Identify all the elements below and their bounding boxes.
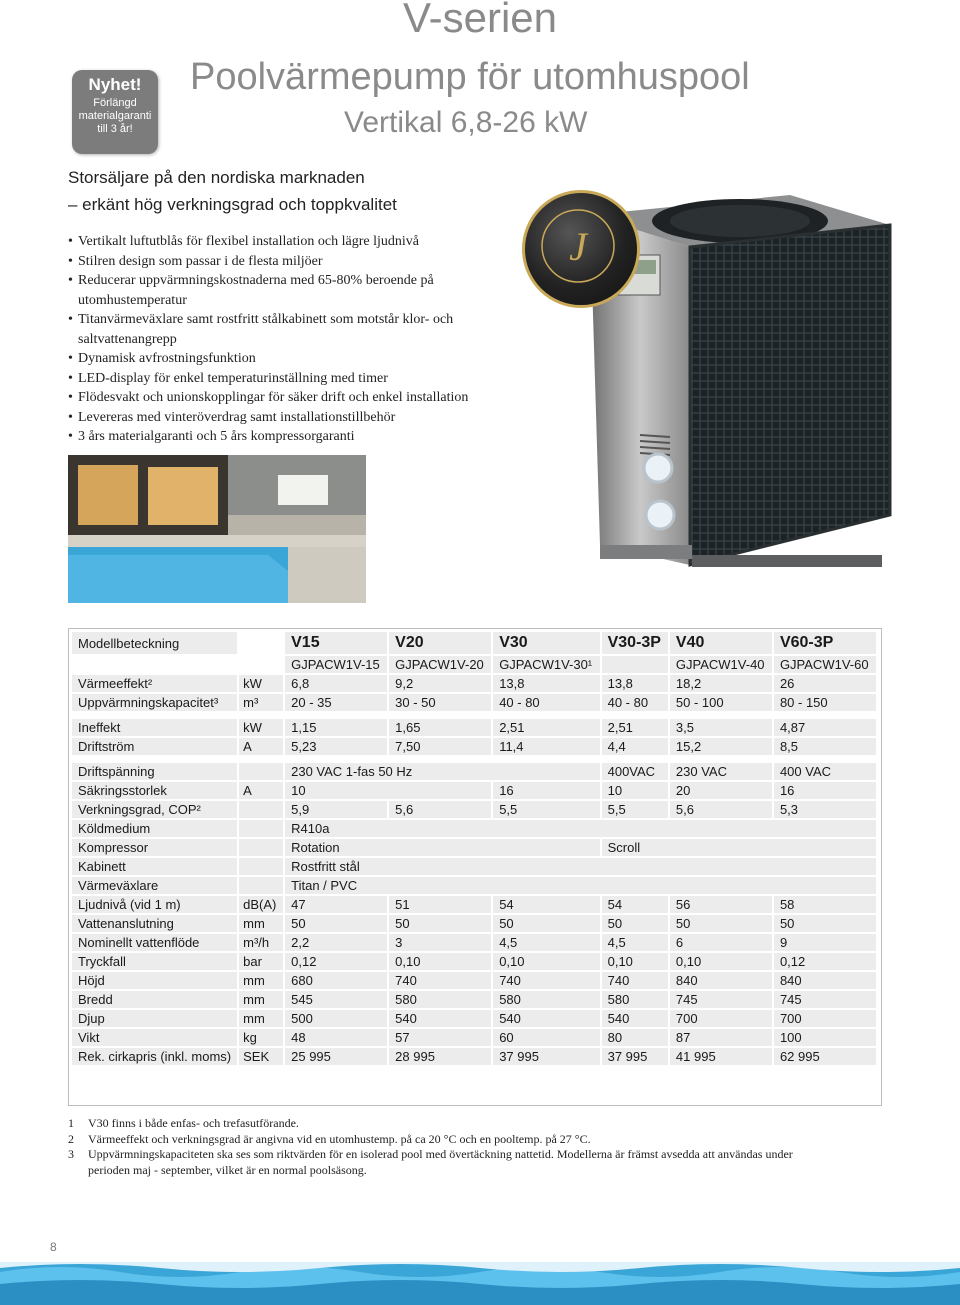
series-title: V-serien (402, 0, 558, 41)
model-name: V15 (284, 631, 388, 655)
row-label: Tryckfall (71, 952, 238, 971)
table-cell: 37 995 (601, 1047, 669, 1066)
table-row (71, 1047, 877, 1066)
table-row (71, 857, 877, 876)
table-cell: 3 (388, 933, 492, 952)
table-cell: 5,23 (284, 737, 388, 756)
table-cell: 5,3 (773, 800, 877, 819)
table-cell: 40 - 80 (601, 693, 669, 712)
feature-item: • Stilren design som passar i de flesta miljöer (68, 252, 538, 272)
table-cell: 20 - 35 (284, 693, 388, 712)
table-cell: 48 (284, 1028, 388, 1047)
table-cell: 5,6 (388, 800, 492, 819)
table-cell: 10 (601, 781, 669, 800)
table-cell (238, 655, 284, 674)
table-cell: 15,2 (669, 737, 773, 756)
table-cell: 230 VAC (669, 762, 773, 781)
table-cell: 9 (773, 933, 877, 952)
row-unit: kW (238, 674, 284, 693)
row-label: Ineffekt (71, 718, 238, 737)
row-label: Driftspänning (71, 762, 238, 781)
news-badge-title: Nyhet! (88, 75, 142, 94)
table-cell: 80 - 150 (773, 693, 877, 712)
row-unit (238, 838, 284, 857)
table-cell: 11,4 (492, 737, 600, 756)
table-cell: 580 (492, 990, 600, 1009)
table-cell: 5,6 (669, 800, 773, 819)
row-unit: bar (238, 952, 284, 971)
table-row (71, 800, 877, 819)
table-cell: 5,5 (492, 800, 600, 819)
table-cell: 2,2 (284, 933, 388, 952)
table-cell: 230 VAC 1-fas 50 Hz (284, 762, 600, 781)
table-row (71, 631, 877, 655)
model-name: V60-3P (773, 631, 877, 655)
feature-item: • Dynamisk avfrostningsfunktion (68, 349, 538, 369)
row-unit: m³ (238, 693, 284, 712)
table-cell: 2,51 (492, 718, 600, 737)
table-cell: 62 995 (773, 1047, 877, 1066)
table-cell: 6,8 (284, 674, 388, 693)
model-name: V20 (388, 631, 492, 655)
table-cell: 400VAC (601, 762, 669, 781)
table-cell: 16 (773, 781, 877, 800)
row-unit: SEK (238, 1047, 284, 1066)
table-cell (71, 655, 238, 674)
row-unit: kW (238, 718, 284, 737)
table-cell: 13,8 (601, 674, 669, 693)
footnote (68, 1116, 828, 1132)
row-label: Kabinett (71, 857, 238, 876)
table-row (71, 819, 877, 838)
row-label: Driftström (71, 737, 238, 756)
table-cell: 58 (773, 895, 877, 914)
model-code: GJPACW1V-15 (284, 655, 388, 674)
row-label: Bredd (71, 990, 238, 1009)
table-cell: 47 (284, 895, 388, 914)
table-cell (238, 631, 284, 655)
table-cell: 840 (669, 971, 773, 990)
table-cell: 41 995 (669, 1047, 773, 1066)
row-unit: mm (238, 990, 284, 1009)
table-cell: 26 (773, 674, 877, 693)
table-row (71, 971, 877, 990)
page-title: Poolvärmepump för utomhuspool (190, 56, 750, 98)
feature-list (68, 232, 538, 447)
table-cell: 400 VAC (773, 762, 877, 781)
table-row (71, 737, 877, 756)
model-name: V30-3P (601, 631, 669, 655)
footnote-number: 3 (68, 1147, 74, 1161)
table-cell: 28 995 (388, 1047, 492, 1066)
row-unit: dB(A) (238, 895, 284, 914)
table-cell: 545 (284, 990, 388, 1009)
table-row (71, 762, 877, 781)
row-label: Djup (71, 1009, 238, 1028)
table-cell: 4,87 (773, 718, 877, 737)
table-cell: 500 (284, 1009, 388, 1028)
table-row (71, 990, 877, 1009)
row-unit (238, 876, 284, 895)
table-cell: 30 - 50 (388, 693, 492, 712)
feature-item: • LED-display för enkel temperaturinställning med timer (68, 369, 538, 389)
table-cell: 50 (492, 914, 600, 933)
table-cell: 50 - 100 (669, 693, 773, 712)
row-unit (238, 800, 284, 819)
model-code: GJPACW1V-20 (388, 655, 492, 674)
table-cell: 1,65 (388, 718, 492, 737)
row-label: Rek. cirkapris (inkl. moms) (71, 1047, 238, 1066)
table-cell: 540 (388, 1009, 492, 1028)
table-cell: 25 995 (284, 1047, 388, 1066)
page-number: 8 (50, 1240, 57, 1254)
model-code: GJPACW1V-40 (669, 655, 773, 674)
table-cell: 40 - 80 (492, 693, 600, 712)
table-cell: 0,10 (601, 952, 669, 971)
table-cell: 745 (669, 990, 773, 1009)
table-header-label: Modellbeteckning (71, 631, 238, 655)
table-cell: 540 (492, 1009, 600, 1028)
table-row (71, 1028, 877, 1047)
table-cell: 700 (669, 1009, 773, 1028)
table-cell: 5,9 (284, 800, 388, 819)
footnote-number: 2 (68, 1131, 74, 1146)
table-cell: 56 (669, 895, 773, 914)
table-cell: 80 (601, 1028, 669, 1047)
model-name: V40 (669, 631, 773, 655)
table-cell: 54 (601, 895, 669, 914)
table-row (71, 933, 877, 952)
table-row (71, 838, 877, 857)
table-cell: 5,5 (601, 800, 669, 819)
table-cell: 51 (388, 895, 492, 914)
table-row (71, 952, 877, 971)
table-cell: 16 (492, 781, 600, 800)
table-row (71, 781, 877, 800)
table-cell: 13,8 (492, 674, 600, 693)
table-cell: Titan / PVC (284, 876, 877, 895)
row-label: Säkringsstorlek (71, 781, 238, 800)
row-label: Vikt (71, 1028, 238, 1047)
footnote-number: 1 (68, 1116, 74, 1130)
table-row (71, 693, 877, 712)
table-row (71, 674, 877, 693)
table-cell: 50 (284, 914, 388, 933)
svg-text:J: J (569, 224, 587, 269)
table-cell: 740 (492, 971, 600, 990)
row-label: Nominellt vattenflöde (71, 933, 238, 952)
row-unit: m³/h (238, 933, 284, 952)
table-cell: 10 (284, 781, 492, 800)
table-cell: 1,15 (284, 718, 388, 737)
table-cell: 3,5 (669, 718, 773, 737)
table-cell: 4,5 (492, 933, 600, 952)
table-cell: 740 (388, 971, 492, 990)
pool-water-strip (0, 1262, 960, 1305)
table-cell: 4,4 (601, 737, 669, 756)
table-cell: 37 995 (492, 1047, 600, 1066)
row-unit: A (238, 737, 284, 756)
table-cell: Rostfritt stål (284, 857, 877, 876)
footnotes (68, 1116, 828, 1178)
news-badge-text: Förlängd materialgaranti till 3 år! (78, 97, 152, 135)
row-label: Höjd (71, 971, 238, 990)
footnote-text: Uppvärmningskapaciteten ska ses som riktvärden för en isolerad pool med övertäckning nattetid. Modellerna är främst avsedda att användas under perioden maj - september, vilket är en normal poolsäsong. (88, 1147, 793, 1177)
footnote-text: V30 finns i både enfas- och trefasutförande. (88, 1116, 299, 1130)
table-cell: 0,10 (388, 952, 492, 971)
tagline-line-2: – erkänt hög verkningsgrad och toppkvalitet (68, 195, 397, 214)
table-cell: 580 (388, 990, 492, 1009)
table-cell: 0,12 (773, 952, 877, 971)
table-cell: 8,5 (773, 737, 877, 756)
row-label: Uppvärmningskapacitet³ (71, 693, 238, 712)
table-cell: 745 (773, 990, 877, 1009)
table-cell: 54 (492, 895, 600, 914)
table-cell: 2,51 (601, 718, 669, 737)
table-cell: 4,5 (601, 933, 669, 952)
table-cell: 7,50 (388, 737, 492, 756)
row-unit: mm (238, 1009, 284, 1028)
table-cell: 740 (601, 971, 669, 990)
feature-item: • Titanvärmeväxlare samt rostfritt stålkabinett som motstår klor- och saltvattenangrepp (68, 310, 538, 349)
table-cell: 100 (773, 1028, 877, 1047)
feature-item: • Levereras med vinteröverdrag samt installationstillbehör (68, 408, 538, 428)
table-cell: 840 (773, 971, 877, 990)
row-label: Värmeeffekt² (71, 674, 238, 693)
table-cell: 0,10 (492, 952, 600, 971)
row-unit (238, 857, 284, 876)
table-cell: 0,12 (284, 952, 388, 971)
table-row (71, 655, 877, 674)
guarantee-seal-art (522, 190, 634, 302)
spec-table (70, 630, 878, 1067)
footnote (68, 1132, 828, 1148)
table-cell: 50 (669, 914, 773, 933)
row-unit: A (238, 781, 284, 800)
pool-photo (68, 455, 366, 603)
feature-item: • 3 års materialgaranti och 5 års kompressorgaranti (68, 427, 538, 447)
table-cell: 87 (669, 1028, 773, 1047)
table-row (71, 895, 877, 914)
footnote-text: Värmeeffekt och verkningsgrad är angivna vid en utomhustemp. på ca 20 °C och en pooltemp. på 27 °C. (88, 1131, 591, 1146)
feature-item: • Vertikalt luftutblås för flexibel installation och lägre ljudnivå (68, 232, 538, 252)
row-label: Vattenanslutning (71, 914, 238, 933)
model-code: GJPACW1V-60 (773, 655, 877, 674)
row-unit (238, 762, 284, 781)
table-cell: 9,2 (388, 674, 492, 693)
model-code: GJPACW1V-30¹ (492, 655, 600, 674)
table-cell: 20 (669, 781, 773, 800)
table-cell: 0,10 (669, 952, 773, 971)
table-row (71, 1009, 877, 1028)
table-cell: 18,2 (669, 674, 773, 693)
table-cell: Scroll (601, 838, 877, 857)
row-unit: mm (238, 914, 284, 933)
model-code (601, 655, 669, 674)
table-cell: 50 (388, 914, 492, 933)
model-name: V30 (492, 631, 600, 655)
table-cell: 540 (601, 1009, 669, 1028)
table-cell: 700 (773, 1009, 877, 1028)
table-cell: R410a (284, 819, 877, 838)
table-row (71, 914, 877, 933)
table-cell: Rotation (284, 838, 600, 857)
row-label: Värmeväxlare (71, 876, 238, 895)
table-cell: 50 (601, 914, 669, 933)
news-badge (72, 70, 158, 154)
row-label: Verkningsgrad, COP² (71, 800, 238, 819)
table-cell: 60 (492, 1028, 600, 1047)
feature-item: • Flödesvakt och unionskopplingar för säker drift och enkel installation (68, 388, 538, 408)
row-label: Ljudnivå (vid 1 m) (71, 895, 238, 914)
table-cell: 57 (388, 1028, 492, 1047)
table-cell: 50 (773, 914, 877, 933)
page-subtitle: Vertikal 6,8-26 kW (344, 106, 588, 139)
row-unit (238, 819, 284, 838)
table-row (71, 876, 877, 895)
table-cell: 680 (284, 971, 388, 990)
row-unit: kg (238, 1028, 284, 1047)
row-unit: mm (238, 971, 284, 990)
table-row (71, 718, 877, 737)
row-label: Köldmedium (71, 819, 238, 838)
table-cell: 6 (669, 933, 773, 952)
tagline-line-1: Storsäljare på den nordiska marknaden (68, 168, 365, 187)
guarantee-seal (522, 190, 640, 308)
table-cell: 580 (601, 990, 669, 1009)
row-label: Kompressor (71, 838, 238, 857)
feature-item: • Reducerar uppvärmningskostnaderna med 65-80% beroende på utomhustemperatur (68, 271, 538, 310)
footnote (68, 1147, 828, 1178)
